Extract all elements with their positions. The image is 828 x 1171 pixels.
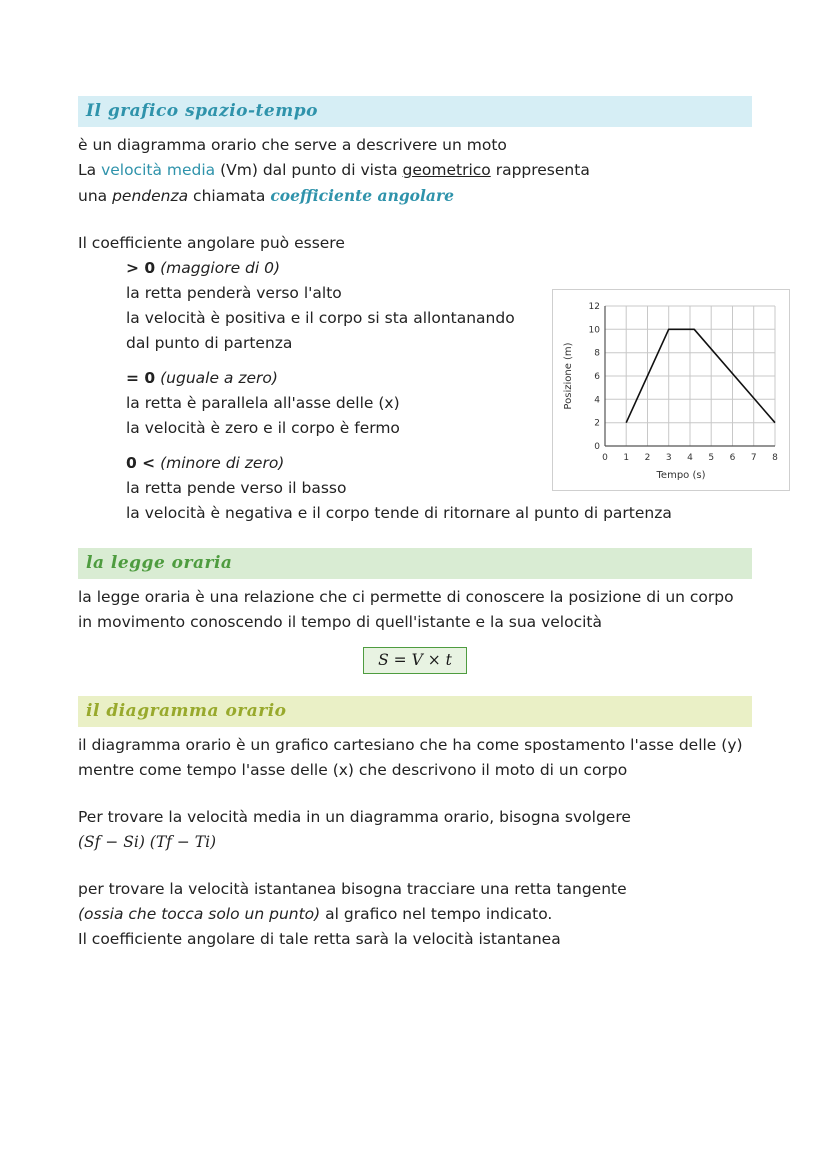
line-coefficiente-intro: Il coefficiente angolare può essere bbox=[78, 234, 345, 252]
section-3-body bbox=[78, 585, 752, 635]
chart-grid bbox=[605, 306, 775, 446]
chart-posizione-tempo bbox=[552, 289, 790, 491]
case-3-gloss: (minore di zero) bbox=[160, 454, 285, 472]
section-heading-grafico-spazio-tempo: Il grafico spazio-tempo bbox=[78, 96, 752, 127]
case-1-header bbox=[126, 256, 752, 281]
line-definizione: è un diagramma orario che serve a descrivere un moto bbox=[78, 136, 507, 154]
svg-text:5: 5 bbox=[708, 453, 715, 463]
spacer-6 bbox=[78, 783, 752, 805]
line3-pre: una bbox=[78, 187, 113, 205]
chart-y-axis-label: Posizione (m) bbox=[563, 342, 574, 410]
line2-highlight: velocità media bbox=[101, 161, 216, 179]
velocita-istantanea-line-1: per trovare la velocità istantanea bisogna tracciare una retta tangente bbox=[78, 880, 627, 898]
spacer-7 bbox=[78, 855, 752, 877]
case-1-line-2: la velocità è positiva e il corpo si sta allontanando bbox=[126, 309, 515, 327]
velocita-media-espressione: (Sf − Si) (Tf − Ti) bbox=[78, 833, 217, 851]
svg-text:1: 1 bbox=[623, 453, 630, 463]
case-2-line-1: la retta è parallela all'asse delle (x) bbox=[126, 394, 400, 412]
line2-post: rappresenta bbox=[490, 161, 590, 179]
velocita-istantanea-line-2 bbox=[78, 902, 752, 927]
spacer-5 bbox=[78, 674, 752, 696]
velocita-media-istruzione: Per trovare la velocità media in un diagramma orario, bisogna svolgere bbox=[78, 808, 631, 826]
line2-pre: La bbox=[78, 161, 102, 179]
svg-text:7: 7 bbox=[750, 453, 757, 463]
line2-underlined: geometrico bbox=[402, 161, 491, 179]
diagramma-line-1: il diagramma orario è un grafico cartesiano che ha come spostamento l'asse delle (y) bbox=[78, 736, 743, 754]
case-3-line-1: la retta pende verso il basso bbox=[126, 479, 347, 497]
legge-oraria-line-2: in movimento conoscendo il tempo di quell'istante e la sua velocità bbox=[78, 613, 602, 631]
svg-text:8: 8 bbox=[772, 453, 778, 463]
chart-x-tick-labels bbox=[602, 453, 778, 463]
svg-text:4: 4 bbox=[594, 395, 600, 406]
chart-x-axis-label: Tempo (s) bbox=[656, 470, 706, 481]
svg-text:8: 8 bbox=[594, 348, 600, 359]
case-2-symbol: = 0 bbox=[126, 369, 156, 387]
svg-text:2: 2 bbox=[594, 418, 600, 429]
svg-text:0: 0 bbox=[594, 442, 600, 452]
svg-text:4: 4 bbox=[687, 453, 693, 463]
section-1-body bbox=[78, 133, 752, 209]
case-1-line-1: la retta penderà verso l'alto bbox=[126, 284, 342, 302]
svg-text:12: 12 bbox=[588, 302, 600, 312]
svg-text:10: 10 bbox=[588, 325, 600, 336]
chart-svg bbox=[553, 290, 789, 490]
svg-text:0: 0 bbox=[602, 453, 608, 463]
svg-text:6: 6 bbox=[729, 453, 736, 463]
spacer-4 bbox=[78, 526, 752, 548]
section-heading-legge-oraria: la legge oraria bbox=[78, 548, 752, 579]
case-2-line-2: la velocità è zero e il corpo è fermo bbox=[126, 419, 400, 437]
svg-text:6: 6 bbox=[594, 372, 600, 382]
velocita-istantanea-post: al grafico nel tempo indicato. bbox=[320, 905, 553, 923]
line3-script: coefficiente angolare bbox=[270, 186, 454, 205]
formula-wrapper bbox=[78, 647, 752, 674]
case-3-symbol: 0 < bbox=[126, 454, 156, 472]
notes-content bbox=[78, 96, 752, 952]
case-2-gloss: (uguale a zero) bbox=[160, 369, 278, 387]
line3-mid: chiamata bbox=[188, 187, 271, 205]
case-3-line-2: la velocità è negativa e il corpo tende di ritornare al punto di partenza bbox=[126, 504, 672, 522]
case-1-symbol: > 0 bbox=[126, 259, 156, 277]
spacer-1 bbox=[78, 209, 752, 231]
velocita-istantanea-parenthetical: (ossia che tocca solo un punto) bbox=[78, 905, 321, 923]
line3-italic: pendenza bbox=[112, 187, 189, 205]
diagramma-line-2: mentre come tempo l'asse delle (x) che descrivono il moto di un corpo bbox=[78, 761, 628, 779]
formula-legge-oraria: S = V × t bbox=[363, 647, 467, 674]
svg-text:2: 2 bbox=[644, 453, 651, 463]
case-1-line-3: dal punto di partenza bbox=[126, 334, 293, 352]
line-velocita-media bbox=[78, 158, 752, 183]
legge-oraria-line-1: la legge oraria è una relazione che ci permette di conoscere la posizione di un corpo bbox=[78, 588, 734, 606]
case-1-gloss: (maggiore di 0) bbox=[160, 259, 281, 277]
velocita-istantanea-line-3: Il coefficiente angolare di tale retta sarà la velocità istantanea bbox=[78, 930, 561, 948]
line-pendenza bbox=[78, 183, 752, 209]
section-4-body bbox=[78, 733, 752, 783]
svg-text:3: 3 bbox=[665, 453, 672, 463]
chart-y-tick-labels bbox=[589, 302, 601, 452]
line2-mid: (Vm) dal punto di vista bbox=[215, 161, 403, 179]
section-heading-diagramma-orario: il diagramma orario bbox=[78, 696, 752, 727]
